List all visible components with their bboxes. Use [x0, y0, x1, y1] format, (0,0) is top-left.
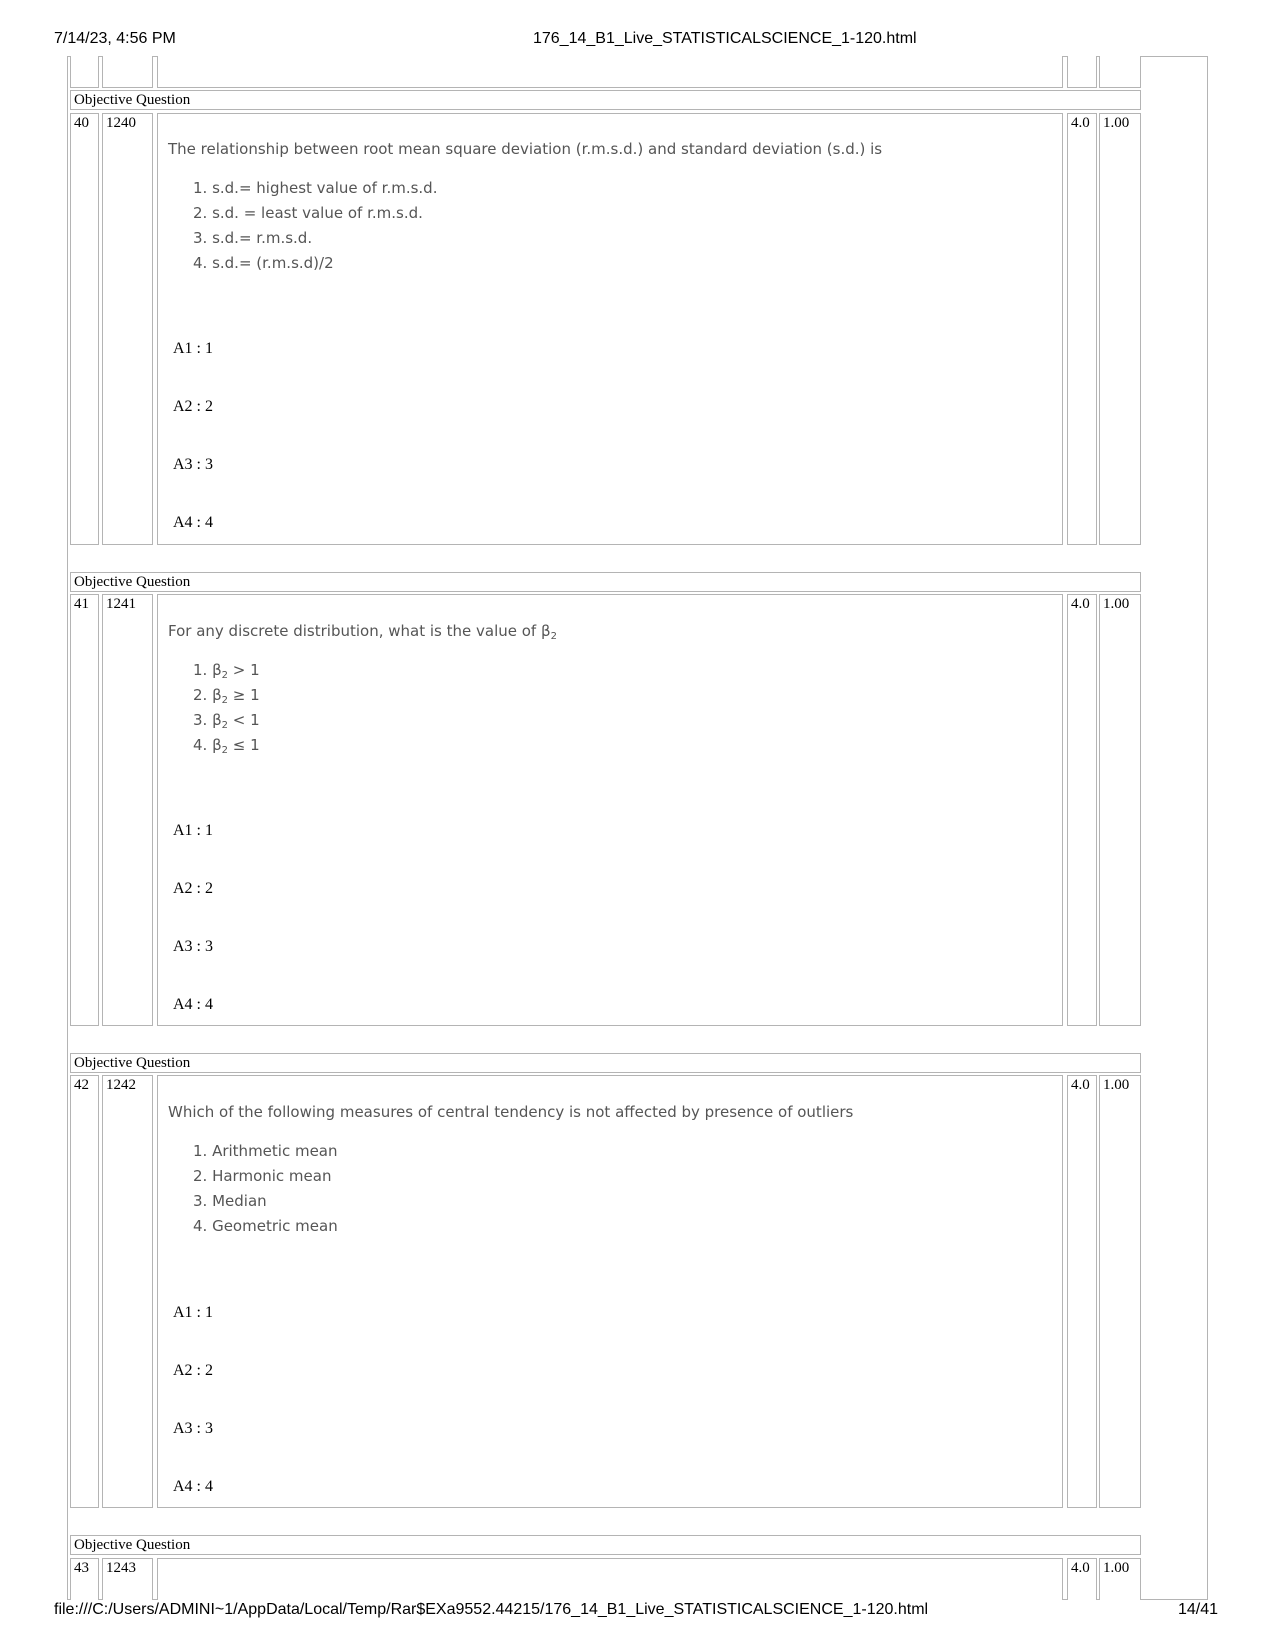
- qid-text: 1240: [106, 115, 136, 131]
- question-type-text: Objective Question: [74, 574, 191, 590]
- option-item: 3. Median: [193, 1192, 267, 1210]
- sno-text: 40: [74, 115, 89, 131]
- question-negative-marks: [1099, 1075, 1141, 1508]
- option-subscript: 2: [221, 670, 229, 681]
- question-negative-marks: [1099, 1558, 1141, 1600]
- option-text: 1. β: [193, 661, 222, 679]
- option-list: [193, 658, 260, 758]
- negative-marks-text: 1.00: [1103, 1560, 1130, 1576]
- option-item: 2. Harmonic mean: [193, 1167, 332, 1185]
- answer-option: A4 : 4: [173, 1478, 213, 1495]
- question-text: The relationship between root mean square deviation (r.m.s.d.) and standard deviation (s.d.) is: [168, 140, 883, 158]
- option-item: [193, 683, 260, 708]
- option-item: 3. s.d.= r.m.s.d.: [193, 229, 313, 247]
- marks-text: 4.0: [1071, 1077, 1090, 1093]
- answer-option: A4 : 4: [173, 514, 213, 531]
- question-negative-marks: [1099, 594, 1141, 1026]
- negative-marks-text: 1.00: [1103, 596, 1130, 612]
- answer-option: A2 : 2: [173, 398, 213, 415]
- question-id: [102, 113, 153, 545]
- file-path: file:///C:/Users/ADMINI~1/AppData/Local/Temp/Rar$EXa9552.44215/176_14_B1_Live_STATISTICALSCIENCE_1-120.html: [54, 1601, 929, 1618]
- continuation-cell-marks: [1067, 56, 1097, 88]
- question-id: [102, 1075, 153, 1508]
- answer-option: A2 : 2: [173, 880, 213, 897]
- option-text: ≤ 1: [228, 736, 260, 754]
- question-text: [168, 622, 557, 642]
- continuation-cell-negative: [1099, 56, 1141, 88]
- option-subscript: 2: [221, 720, 229, 731]
- question-marks: [1067, 113, 1097, 545]
- question-sno: [70, 1558, 99, 1600]
- answer-option: A2 : 2: [173, 1362, 213, 1379]
- answer-option: A3 : 3: [173, 1420, 213, 1437]
- sno-text: 42: [74, 1077, 89, 1093]
- answer-option: A1 : 1: [173, 822, 213, 839]
- option-item: 1. s.d.= highest value of r.m.s.d.: [193, 179, 438, 197]
- question-type-label: [70, 1535, 1141, 1555]
- option-list: [193, 1139, 338, 1239]
- qid-text: 1243: [106, 1560, 136, 1576]
- option-item: 2. s.d. = least value of r.m.s.d.: [193, 204, 423, 222]
- question-marks: [1067, 594, 1097, 1026]
- question-type-label: [70, 90, 1141, 110]
- answer-option: A3 : 3: [173, 938, 213, 955]
- marks-text: 4.0: [1071, 115, 1090, 131]
- answer-option: A3 : 3: [173, 456, 213, 473]
- question-id: [102, 1558, 153, 1600]
- option-text: > 1: [228, 661, 260, 679]
- option-item: [193, 708, 260, 733]
- option-subscript: 2: [221, 745, 229, 756]
- question-sno: [70, 1075, 99, 1508]
- question-marks: [1067, 1558, 1097, 1600]
- option-item: [193, 733, 260, 758]
- option-text: ≥ 1: [228, 686, 260, 704]
- question-id: [102, 594, 153, 1026]
- option-text: 4. β: [193, 736, 222, 754]
- option-item: [193, 658, 260, 683]
- marks-text: 4.0: [1071, 596, 1090, 612]
- continuation-cell-content: [157, 56, 1063, 88]
- option-item: 4. Geometric mean: [193, 1217, 338, 1235]
- question-text: Which of the following measures of central tendency is not affected by presence of outliers: [168, 1103, 854, 1121]
- question-type-text: Objective Question: [74, 1537, 191, 1553]
- question-type-label: [70, 572, 1141, 592]
- question-type-text: Objective Question: [74, 92, 191, 108]
- sno-text: 43: [74, 1560, 89, 1576]
- option-item: 1. Arithmetic mean: [193, 1142, 338, 1160]
- question-marks: [1067, 1075, 1097, 1508]
- question-type-label: [70, 1053, 1141, 1073]
- question-content: [157, 594, 1063, 1026]
- question-type-text: Objective Question: [74, 1055, 191, 1071]
- marks-text: 4.0: [1071, 1560, 1090, 1576]
- question-sno: [70, 113, 99, 545]
- negative-marks-text: 1.00: [1103, 115, 1130, 131]
- option-list: [193, 176, 437, 276]
- page-number: 14/41: [1178, 1601, 1219, 1618]
- answer-option: A1 : 1: [173, 1304, 213, 1321]
- option-text: 3. β: [193, 711, 222, 729]
- continuation-cell-qid: [102, 56, 153, 88]
- option-item: 4. s.d.= (r.m.s.d)/2: [193, 254, 334, 272]
- print-date: 7/14/23, 4:56 PM: [54, 30, 176, 47]
- question-negative-marks: [1099, 113, 1141, 545]
- question-text-subscript: 2: [550, 631, 557, 642]
- question-content: [157, 1558, 1063, 1600]
- option-subscript: 2: [221, 695, 229, 706]
- document-title: 176_14_B1_Live_STATISTICALSCIENCE_1-120.html: [533, 30, 917, 47]
- option-text: < 1: [228, 711, 260, 729]
- answer-option: A1 : 1: [173, 340, 213, 357]
- continuation-cell-sno: [70, 56, 99, 88]
- question-sno: [70, 594, 99, 1026]
- answer-option: A4 : 4: [173, 996, 213, 1013]
- option-text: 2. β: [193, 686, 222, 704]
- question-text-main: For any discrete distribution, what is the value of β: [168, 622, 551, 640]
- qid-text: 1241: [106, 596, 136, 612]
- negative-marks-text: 1.00: [1103, 1077, 1130, 1093]
- sno-text: 41: [74, 596, 89, 612]
- qid-text: 1242: [106, 1077, 136, 1093]
